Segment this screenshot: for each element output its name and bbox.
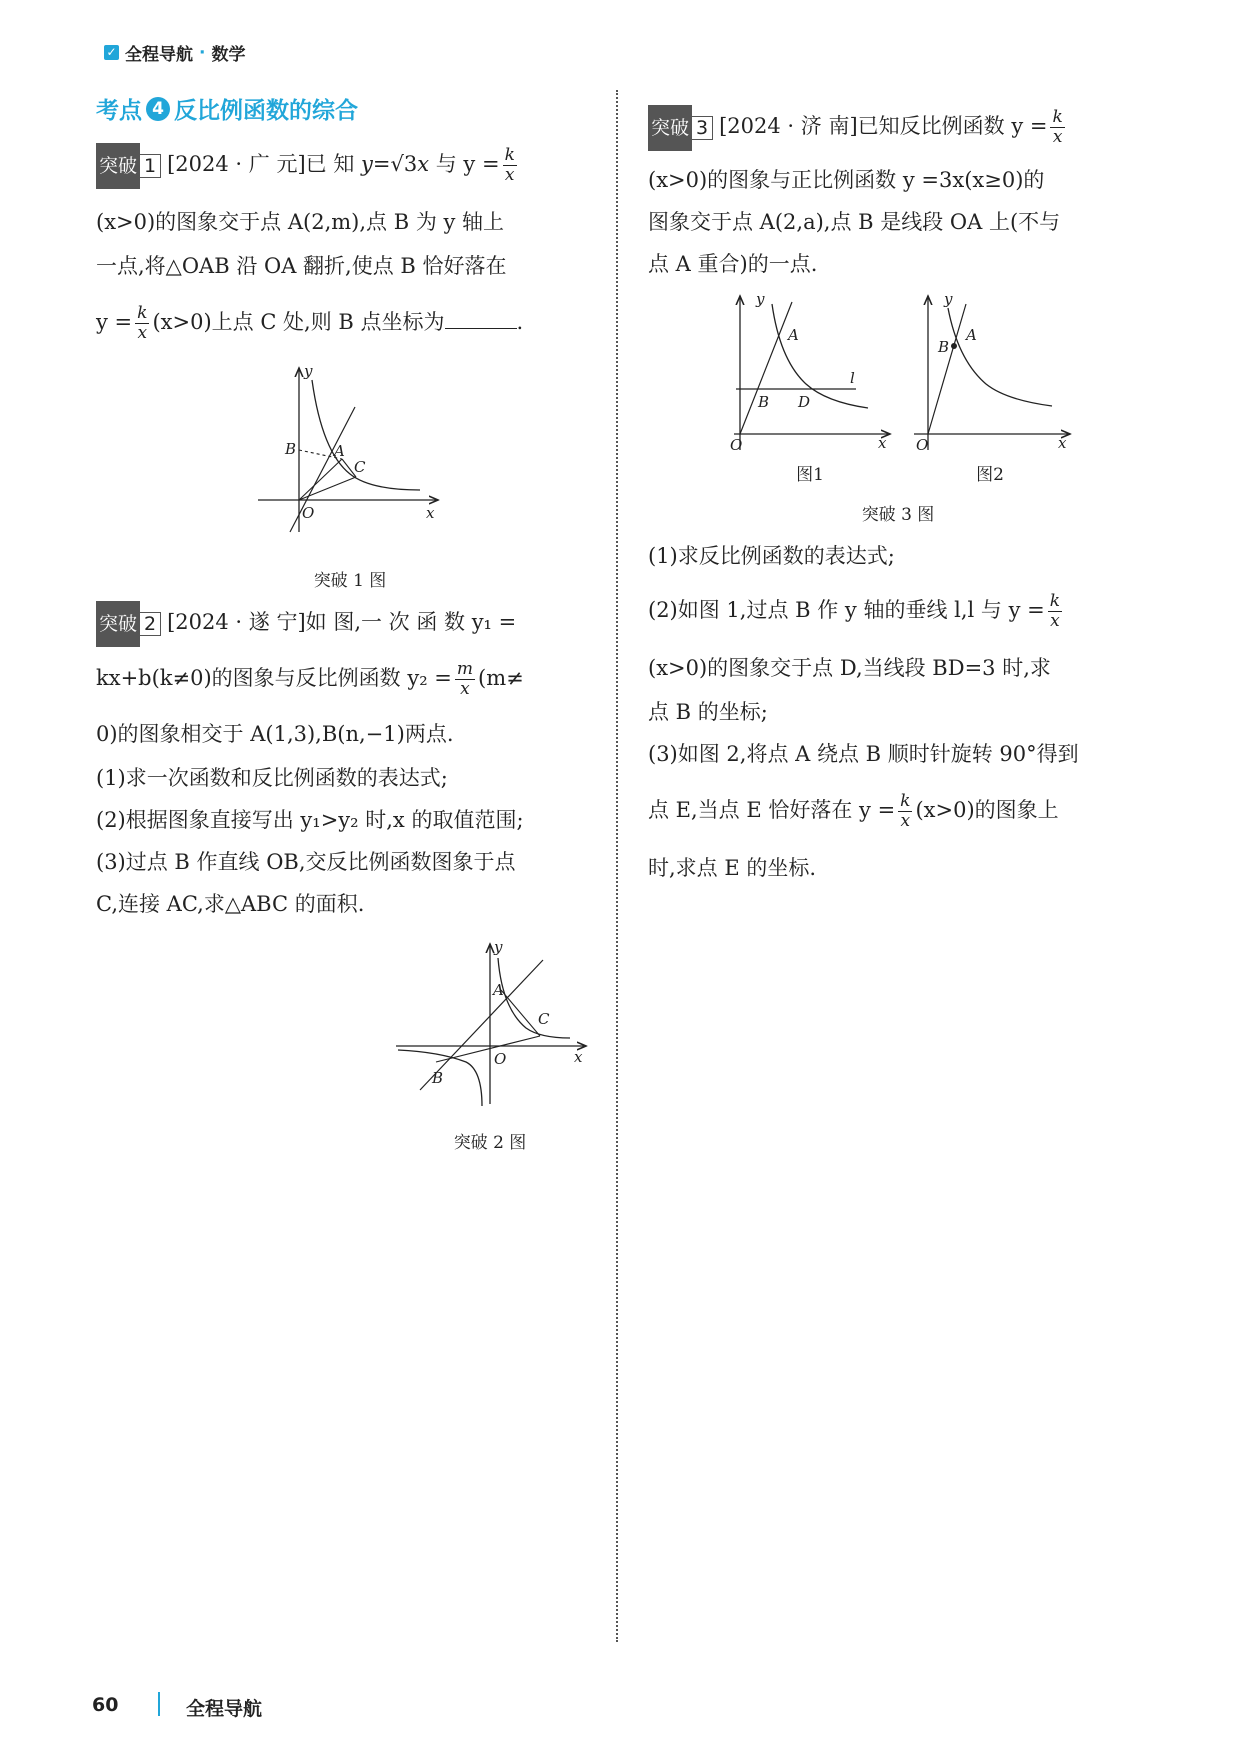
problem-3-line-4: 点 A 重合)的一点. bbox=[648, 252, 818, 276]
figure-problem-3-fig-1 bbox=[726, 290, 896, 458]
label-B: B bbox=[938, 338, 950, 356]
problem-1-line-1: 突破 1 [2024 · 广 元]已 知 y=√3x 与 y = $\frac{k}{x}$ bbox=[96, 142, 520, 189]
label-y: y bbox=[944, 290, 953, 308]
label-l: l bbox=[850, 369, 855, 387]
problem-3-question-2b: (x>0)的图象交于点 D,当线段 BD=3 时,求 bbox=[648, 656, 1051, 680]
point-B bbox=[951, 343, 957, 349]
problem-2-line-1: 突破 2 [2024 · 遂 宁]如 图,一 次 函 数 y₁ = bbox=[96, 600, 516, 647]
problem-3-question-1: (1)求反比例函数的表达式; bbox=[648, 544, 895, 568]
label-B: B bbox=[432, 1069, 444, 1087]
problem-2-question-3b: C,连接 AC,求△ABC 的面积. bbox=[96, 892, 365, 916]
problem-1-line-3: 一点,将△OAB 沿 OA 翻折,使点 B 恰好落在 bbox=[96, 254, 507, 278]
section-prefix: 考点 bbox=[96, 98, 142, 124]
checkbox-icon: ✓ bbox=[104, 45, 119, 60]
label-A: A bbox=[788, 326, 799, 344]
fraction: $\frac{k}{x}$ bbox=[137, 303, 148, 343]
label-A: A bbox=[966, 326, 977, 344]
label-x: x bbox=[574, 1048, 583, 1066]
problem-2-question-2: (2)根据图象直接写出 y₁>y₂ 时,x 的取值范围; bbox=[96, 808, 524, 832]
figure-3-2-caption: 图2 bbox=[976, 465, 1004, 485]
problem-2-question-1: (1)求一次函数和反比例函数的表达式; bbox=[96, 766, 448, 790]
label-y: y bbox=[304, 362, 313, 380]
label-O: O bbox=[494, 1050, 507, 1068]
label-A: A bbox=[334, 442, 345, 460]
label-y: y bbox=[494, 938, 503, 956]
label-x: x bbox=[426, 504, 435, 522]
problem-3-question-2c: 点 B 的坐标; bbox=[648, 700, 768, 724]
problem-1-tag: 突破 1 bbox=[96, 143, 161, 189]
figure-problem-1 bbox=[250, 362, 450, 542]
footer-divider bbox=[158, 1692, 160, 1716]
label-B: B bbox=[758, 393, 770, 411]
answer-blank[interactable] bbox=[445, 308, 517, 329]
label-O: O bbox=[730, 436, 743, 454]
header-dot: · bbox=[199, 42, 206, 63]
problem-1-line-4: y = $\frac{k}{x}$ (x>0)上点 C 处,则 B 点坐标为 . bbox=[96, 303, 524, 343]
problem-3-tag: 突破 3 bbox=[648, 105, 713, 151]
label-y: y bbox=[756, 290, 765, 308]
header-brand: 全程导航 bbox=[125, 45, 193, 65]
column-divider bbox=[616, 90, 618, 1642]
problem-1-line-2: (x>0)的图象交于点 A(2,m),点 B 为 y 轴上 bbox=[96, 210, 505, 234]
figure-3-1-caption: 图1 bbox=[796, 465, 824, 485]
label-C: C bbox=[354, 458, 366, 476]
problem-3-line-3: 图象交于点 A(2,a),点 B 是线段 OA 上(不与 bbox=[648, 210, 1061, 234]
label-x: x bbox=[878, 434, 887, 452]
problem-3-question-3d: 时,求点 E 的坐标. bbox=[648, 856, 817, 880]
label-D: D bbox=[798, 393, 811, 411]
section-heading: 反比例函数的综合 bbox=[174, 98, 358, 124]
fraction: $\frac{k}{x}$ bbox=[1052, 107, 1063, 147]
label-O: O bbox=[916, 436, 929, 454]
section-title bbox=[96, 92, 358, 125]
fraction: $\frac{k}{x}$ bbox=[1049, 591, 1061, 631]
fraction: $\frac{k}{x}$ bbox=[900, 791, 911, 831]
label-O: O bbox=[302, 504, 315, 522]
problem-2-line-2: kx+b(k≠0)的图象与反比例函数 y₂ = $\frac{m}{x}$ (m≠ bbox=[96, 659, 524, 699]
footer-brand: 全程导航 bbox=[186, 1698, 263, 1720]
label-C: C bbox=[538, 1010, 550, 1028]
running-header bbox=[104, 40, 245, 65]
problem-3-question-2a: (2)如图 1,过点 B 作 y 轴的垂线 l,l 与 y = $\frac{k}{x}$ bbox=[648, 591, 1061, 631]
figure-1-caption: 突破 1 图 bbox=[313, 571, 387, 591]
page-number: 60 bbox=[92, 1694, 119, 1716]
figure-problem-3-fig-2 bbox=[906, 290, 1076, 458]
problem-3-question-3b: 点 E,当点 E 恰好落在 y = $\frac{k}{x}$ (x>0)的图象上 bbox=[648, 791, 1059, 831]
fraction: $\frac{k}{x}$ bbox=[504, 145, 515, 185]
problem-3-line-2: (x>0)的图象与正比例函数 y =3x(x≥0)的 bbox=[648, 168, 1045, 192]
figure-2-caption: 突破 2 图 bbox=[453, 1133, 527, 1153]
section-number-badge: 4 bbox=[146, 97, 170, 121]
problem-3-question-3a: (3)如图 2,将点 A 绕点 B 顺时针旋转 90°得到 bbox=[648, 742, 1079, 766]
problem-2-tag: 突破 2 bbox=[96, 601, 161, 647]
problem-2-line-3: 0)的图象相交于 A(1,3),B(n,−1)两点. bbox=[96, 722, 454, 746]
header-subject: 数学 bbox=[211, 45, 246, 65]
problem-3-line-1: 突破 3 [2024 · 济 南]已知反比例函数 y = $\frac{k}{x}$ bbox=[648, 104, 1068, 151]
label-A: A bbox=[493, 981, 504, 999]
fraction: $\frac{m}{x}$ bbox=[456, 659, 474, 699]
figure-3-caption: 突破 3 图 bbox=[861, 505, 935, 525]
label-x: x bbox=[1058, 434, 1067, 452]
problem-2-question-3a: (3)过点 B 作直线 OB,交反比例函数图象于点 bbox=[96, 850, 516, 874]
figure-problem-2 bbox=[390, 938, 600, 1118]
label-B: B bbox=[285, 440, 297, 458]
